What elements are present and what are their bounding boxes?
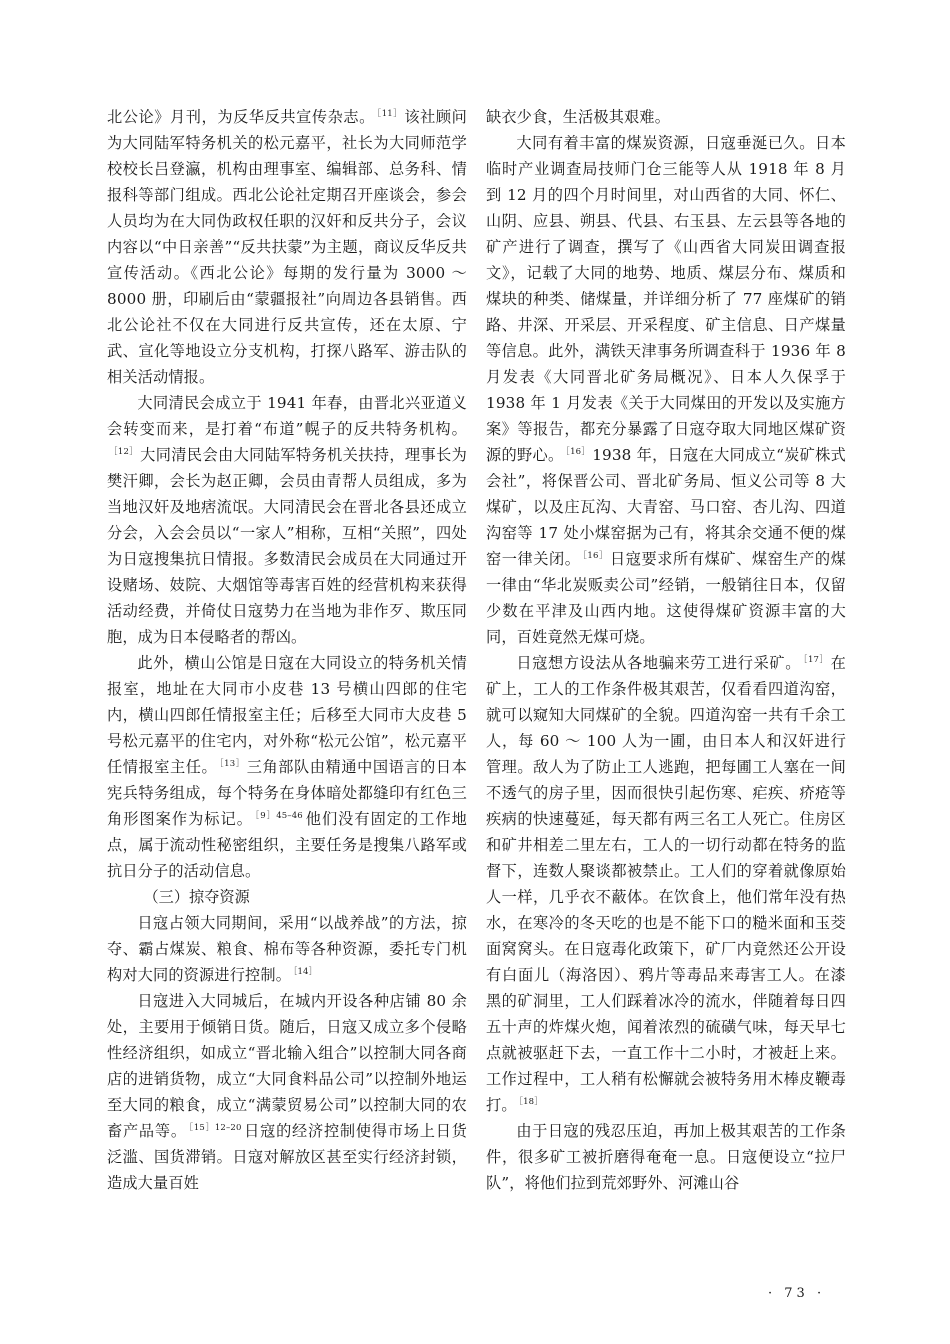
citation-17: ［17］ xyxy=(803,655,829,666)
citation-13: ［13］ xyxy=(219,759,245,770)
citation-15: ［15］12–20 xyxy=(188,1123,242,1134)
citation-16-b: ［16］ xyxy=(582,551,609,562)
paragraph-coal-resources: 大同有着丰富的煤炭资源，日寇垂涎已久。日本临时产业调查局技师门仓三能等人从 1918 年 8 月到 12 月的四个月时间里，对山西省的大同、怀仁、山阴、应县、朔县、代县、右玉县、左云县等各地的矿产进行了调查，撰写了《山西省大同炭田调查报文》，记载了大同的地势、地质、煤层分布、煤质和煤块的种类、储煤量，并详细分析了 77 座煤矿的销路、井深、开采层、开采程度、矿主信息、日产煤量等信息。此外，满铁天津事务所调查科于 1936 年 8 月发表《大同晋北矿务局概况》、日本人久保孚于 1938 年 1 月发表《关于大同煤田的开发以及实施方案》等报告，都充分暴露了日寇夺取大同地区煤矿资源的野心。 $^{[16]}$ 1938 年，日寇在大同成立“炭矿株式会社”，将保晋公司、晋北矿务局、恒义公司等 8 大煤矿，以及庄瓦沟、大青窑、马口窑、杏儿沟、四道沟窑等 17 处小煤窑据为己有，将其余交通不便的煤窑一律关闭。 $^{[16]}$ 日寇要求所有煤矿、煤窑生产的煤一律由“华北炭贩卖公司”经销，一般销往日本，仅留少数在平津及山西内地。这使得煤矿资源丰富的大同，百姓竟然无煤可烧。 xyxy=(486,134,847,646)
paragraph-continuation: 缺衣少食，生活极其艰难。 xyxy=(486,108,671,126)
right-column xyxy=(486,104,846,1196)
citation-9: ［9］45–46 xyxy=(254,811,303,822)
paragraph-economic-control: 日寇进入大同城后，在城内开设各种店铺 80 余处，主要用于倾销日货。随后，日寇又成立多个侵略性经济组织，如成立“晋北输入组合”以控制大同各商店的进销货物，成立“大同食料品公司”以控制外地运至大同的粮食，成立“满蒙贸易公司”以控制大同的农畜产品等。 $^{[15]12-20}$ 日寇的经济控制使得市场上日货泛滥、国货滞销。日寇对解放区甚至实行经济封锁，造成大量百姓 xyxy=(107,992,468,1192)
paragraph-hengshan-gongguan: 此外，横山公馆是日寇在大同设立的特务机关情报室，地址在大同市小皮巷 13 号横山四郎的住宅内，横山四郎任情报室主任；后移至大同市大皮巷 5 号松元嘉平的住宅内，对外称“松元公馆”，松元嘉平任情报室主任。 $^{[13]}$ 三角部队由精通中国语言的日本宪兵特务组成，每个特务在身体暗处都缝印有红色三角形图案作为标记。 $^{[9]45-46}$ 他们没有固定的工作地点，属于流动性秘密组织，主要任务是搜集八路军或抗日分子的活动信息。 xyxy=(107,654,468,880)
paragraph-xibei-gonglun: 北公论》月刊，为反华反共宣传杂志。 $^{[11]}$ 该社顾问为大同陆军特务机关的松元嘉平，社长为大同师范学校校长吕登瀛，机构由理事室、编辑部、总务科、情报科等部门组成。西北公论社定期召开座谈会，参会人员均为在大同伪政权任职的汉奸和反共分子，会议内容以“中日亲善”“反共扶蒙”为主题，商议反华反共宣传活动。《西北公论》每期的发行量为 3000 ～ 8000 册，印刷后由“蒙疆报社”向周边各县销售。西北公论社不仅在大同进行反共宣传，还在太原、宁武、宣化等地设立分支机构，打探八路军、游击队的相关活动情报。 xyxy=(107,108,467,386)
citation-16: ［16］ xyxy=(565,447,591,458)
paragraph-corpse-team: 由于日寇的残忍压迫，再加上极其艰苦的工作条件，很多矿工被折磨得奄奄一息。日寇便设立“拉尸队”，将他们拉到荒郊野外、河滩山谷 xyxy=(486,1122,846,1192)
citation-14: ［14］ xyxy=(293,967,318,978)
paragraph-miners-conditions: 日寇想方设法从各地骗来劳工进行采矿。 $^{[17]}$ 在矿上，工人的工作条件极其艰苦，仅看看四道沟窑，就可以窥知大同煤矿的全貌。四道沟窑一共有千余工人，每 60 ～ 100 人为一圃，由日本人和汉奸进行管理。敌人为了防止工人逃跑，把每圃工人塞在一间不透气的房子里，因而很快引起伤寒、疟疾、疥疮等疾病的快速蔓延，每天都有两三名工人死亡。住房区和矿井相差二里左右，工人的一切行动都在特务的监督下，连数人聚谈都被禁止。工人们的穿着就像原始人一样，几乎衣不蔽体。在饮食上，他们常年没有热水，在寒冷的冬天吃的也是不能下口的糙米面和玉茭面窝窝头。在日寇毒化政策下，矿厂内竟然还公开设有白面儿（海洛因）、鸦片等毒品来毒害工人。在漆黑的矿洞里，工人们踩着冰冷的流水，伴随着每日四五十声的炸煤火炮，闻着浓烈的硫磺气味，每天早七点就被驱赶下去，一直工作十二小时，才被赶上来。工作过程中，工人稍有松懈就会被特务用木棒皮鞭毒打。 $^{[18]}$ xyxy=(486,654,847,1114)
citation-12: ［12］ xyxy=(109,447,139,458)
page-number: · 73 · xyxy=(768,1286,826,1301)
left-column xyxy=(107,104,467,1196)
paragraph-resources-intro: 日寇占领大同期间，采用“以战养战”的方法，掠夺、霸占煤炭、粮食、棉布等各种资源，委托专门机构对大同的资源进行控制。 $^{[14]}$ xyxy=(107,914,467,984)
citation-18: ［18］ xyxy=(518,1097,543,1108)
paragraph-qingminhui: 大同清民会成立于 1941 年春，由晋北兴亚道义会转变而来，是打着“布道”幌子的反共特务机构。$^{[12]}$ 大同清民会由大同陆军特务机关扶持，理事长为樊汗卿，会长为赵正卿，会员由青帮人员组成，多为当地汉奸及地痞流氓。大同清民会在晋北各县还成立分会，入会会员以“一家人”相称，互相“关照”，四处为日寇搜集抗日情报。多数清民会成员在大同通过开设赌场、妓院、大烟馆等毒害百姓的经营机构来获得活动经费，并倚仗日寇势力在当地为非作歹、欺压同胞，成为日本侵略者的帮凶。 xyxy=(107,394,467,646)
section-heading: （三）掠夺资源 xyxy=(143,888,250,906)
citation-11: ［11］ xyxy=(376,109,403,120)
